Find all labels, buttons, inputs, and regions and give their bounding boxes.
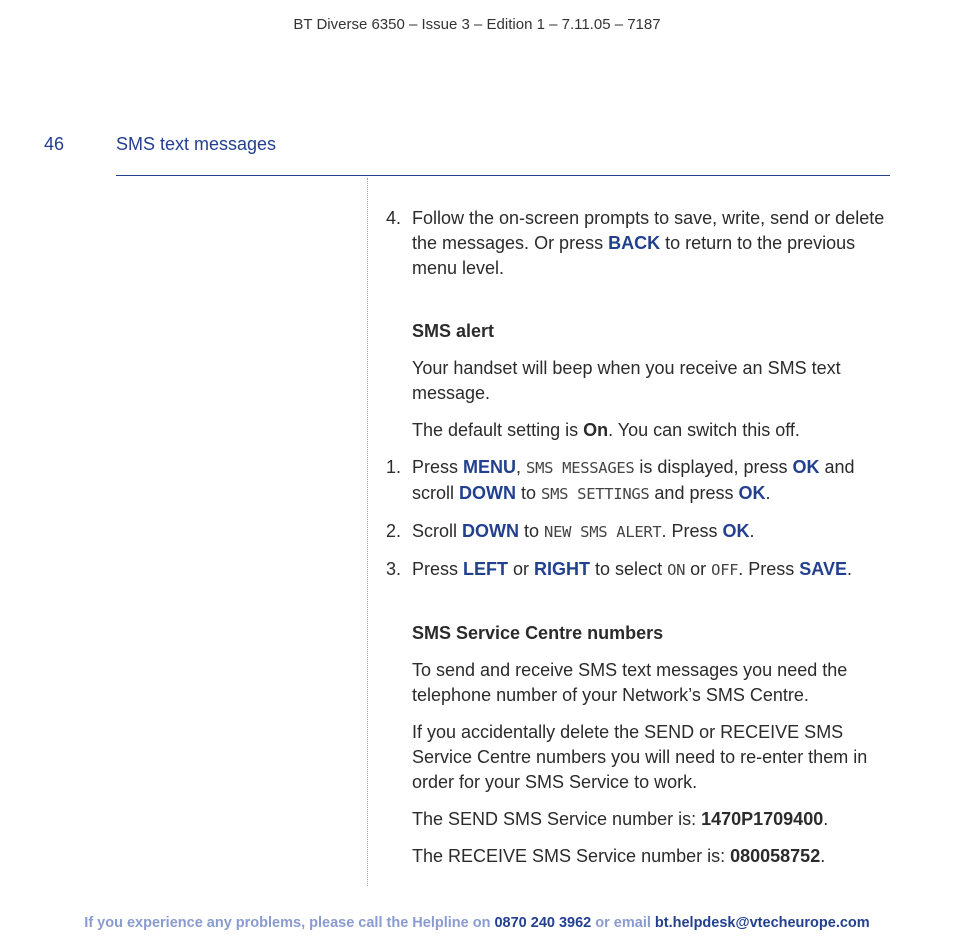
- key-right: RIGHT: [534, 559, 591, 579]
- alert-step-3: [386, 557, 896, 583]
- page-number: 46: [44, 134, 65, 154]
- step-number: 2.: [386, 521, 402, 541]
- key-save: SAVE: [799, 559, 847, 579]
- helpdesk-email: bt.helpdesk@vtecheurope.com: [654, 915, 870, 931]
- display-text: SMS MESSAGES: [526, 459, 635, 477]
- key-left: LEFT: [463, 559, 509, 579]
- helpline-footer: If you experience any problems, please call the Helpline on 0870 240 3962 or email bt.helpdesk@vtecheurope.com: [84, 915, 870, 931]
- alert-step-2: [386, 519, 896, 545]
- heading-sms-alert: SMS alert: [412, 321, 495, 341]
- key-down: DOWN: [462, 521, 520, 541]
- display-text: ON: [667, 561, 686, 579]
- display-text: SMS SETTINGS: [541, 485, 650, 503]
- heading-sms-centre: SMS Service Centre numbers: [412, 623, 664, 643]
- paragraph-default-setting: The default setting is On. You can switch this off.: [412, 420, 800, 440]
- step-number: 4.: [386, 208, 402, 228]
- paragraph-centre-intro: To send and receive SMS text messages you need the telephone number of your Network’s SMS Centre.: [412, 660, 848, 705]
- paragraph-alert-intro: Your handset will beep when you receive an SMS text message.: [412, 358, 841, 403]
- paragraph-receive-number: The RECEIVE SMS Service number is: 080058752.: [412, 846, 826, 866]
- receive-number-value: 080058752: [730, 846, 821, 866]
- main-content: [386, 206, 896, 869]
- running-header: BT Diverse 6350 – Issue 3 – Edition 1 – 7.11.05 – 7187: [293, 16, 661, 33]
- alert-step-1: [386, 455, 896, 507]
- step-4: [386, 206, 896, 281]
- column-divider: [367, 178, 368, 886]
- key-menu: MENU: [463, 457, 517, 477]
- step-number: 1.: [386, 457, 402, 477]
- step-text: Follow the on-screen prompts to save, write, send or delete the messages. Or press BACK to return to the previous menu level.: [412, 208, 885, 278]
- step-text: Press LEFT or RIGHT to select ON or OFF. Press SAVE.: [412, 559, 852, 579]
- key-ok: OK: [722, 521, 750, 541]
- key-down: DOWN: [459, 483, 517, 503]
- send-number-value: 1470P1709400: [701, 809, 824, 829]
- key-ok: OK: [738, 483, 766, 503]
- key-back: BACK: [608, 233, 661, 253]
- helpline-phone: 0870 240 3962: [494, 915, 592, 931]
- step-text: Press MENU, SMS MESSAGES is displayed, press OK and scroll DOWN to SMS SETTINGS and press OK.: [412, 457, 855, 503]
- step-number: 3.: [386, 559, 402, 579]
- default-value: On: [583, 420, 609, 440]
- key-ok: OK: [792, 457, 820, 477]
- step-text: Scroll DOWN to NEW SMS ALERT. Press OK.: [412, 521, 755, 541]
- paragraph-send-number: The SEND SMS Service number is: 1470P1709400.: [412, 809, 829, 829]
- header-rule: [116, 175, 890, 176]
- display-text: NEW SMS ALERT: [544, 523, 662, 541]
- display-text: OFF: [711, 561, 739, 579]
- paragraph-centre-warning: If you accidentally delete the SEND or RECEIVE SMS Service Centre numbers you will need to re-enter them in order for your SMS Service to work.: [412, 722, 868, 792]
- section-title: SMS text messages: [116, 134, 277, 154]
